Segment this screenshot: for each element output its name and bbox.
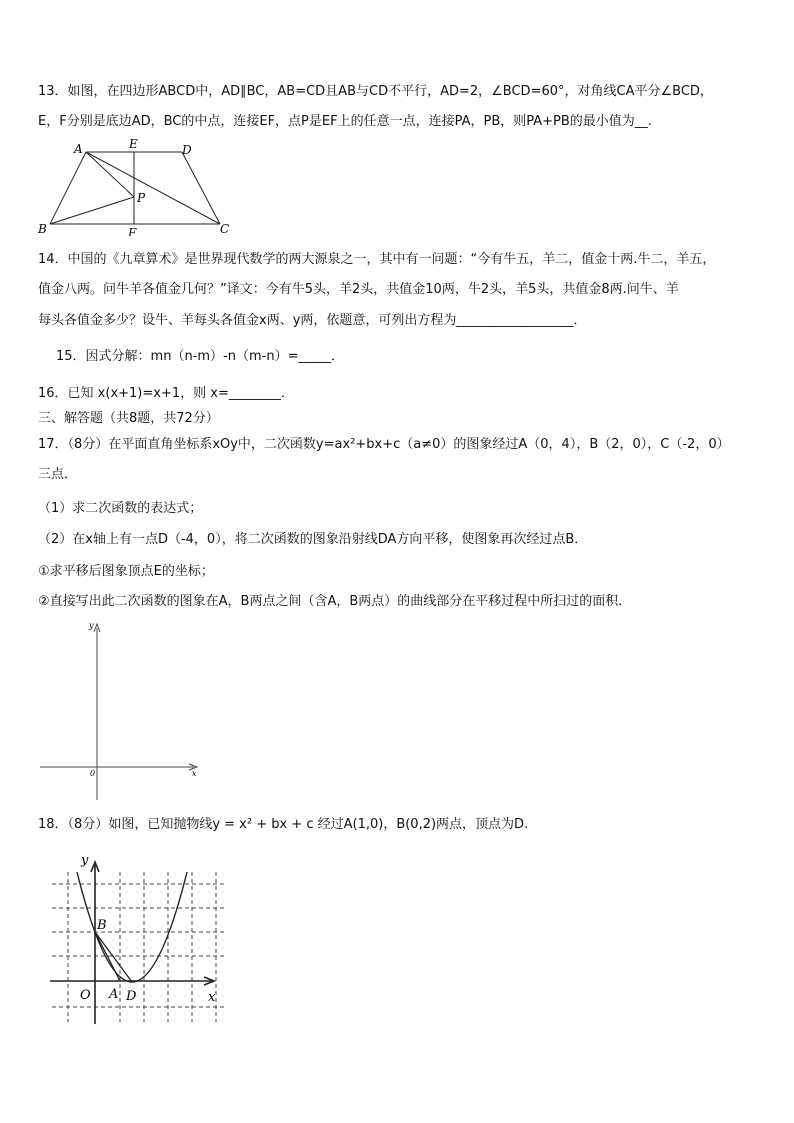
q17-part-1: （1）求二次函数的表达式； bbox=[38, 501, 203, 516]
q16-text: 16．已知 x(x+1)=x+1，则 x=________． bbox=[38, 386, 294, 401]
q18-parabola-graph bbox=[44, 852, 234, 1032]
q18-vertex-d-label: D bbox=[126, 989, 137, 1004]
q13-label-a: A bbox=[74, 142, 83, 156]
q14-text-line-2: 值金八两。问牛羊各值金几何？”译文：今有牛5头，羊2头，共值金10两，牛2头，羊5头，共值金8两.问牛、羊 bbox=[38, 282, 679, 297]
q17-axis-y-label: y bbox=[89, 621, 94, 630]
q17-coordinate-axes bbox=[36, 616, 206, 806]
q15-text: 15．因式分解：mn（n-m）-n（m-n）=_____． bbox=[56, 349, 344, 364]
q17-sub-1: ①求平移后图象顶点E的坐标； bbox=[38, 564, 214, 579]
q14-text-line-1: 14．中国的《九章算术》是世界现代数学的两大源泉之一，其中有一问题：“今有牛五，羊二，值金十两.牛二，羊五， bbox=[38, 252, 716, 267]
q13-text-line-1: 13．如图，在四边形ABCD中，AD∥BC，AB=CD且AB与CD不平行，AD=2，∠BCD=60°，对角线CA平分∠BCD， bbox=[38, 84, 713, 99]
section-3-heading: 三、解答题（共8题，共72分） bbox=[38, 411, 219, 426]
q18-axis-x-label: x bbox=[208, 990, 216, 1005]
q17-sub-2: ②直接写出此二次函数的图象在A，B两点之间（含A，B两点）的曲线部分在平移过程中所扫过的面积． bbox=[38, 594, 632, 609]
q13-trapezoid-figure bbox=[36, 136, 236, 236]
q18-point-a-label: A bbox=[109, 987, 119, 1002]
q17-part-2: （2）在x轴上有一点D（-4，0），将二次函数的图象沿射线DA方向平移，使图象再次经过点B． bbox=[38, 532, 588, 547]
q17-origin-label: 0 bbox=[90, 769, 96, 778]
q18-point-b-label: B bbox=[97, 918, 107, 933]
q18-axis-y-label: y bbox=[81, 853, 89, 868]
q17-text-line-2: 三点． bbox=[38, 467, 78, 482]
q13-label-c: C bbox=[220, 222, 230, 236]
q18-origin-label: O bbox=[80, 988, 91, 1003]
q17-text-line-1: 17．（8分）在平面直角坐标系xOy中，二次函数y=ax²+bx+c（a≠0）的图象经过A（0，4），B（2，0），C（-2，0） bbox=[38, 437, 730, 452]
q13-label-e: E bbox=[129, 137, 138, 151]
q13-label-b: B bbox=[38, 222, 47, 236]
q18-text: 18．（8分）如图，已知抛物线y = x² + bx + c 经过A(1,0)，B(0,2)两点，顶点为D. bbox=[38, 817, 529, 832]
q13-label-p: P bbox=[137, 191, 146, 205]
q17-axis-x-label: x bbox=[192, 769, 197, 778]
q13-label-d: D bbox=[182, 143, 192, 157]
q14-text-line-3: 每头各值金多少？设牛、羊每头各值金x两、y两，依题意，可列出方程为__________________． bbox=[38, 313, 587, 328]
q13-label-f: F bbox=[128, 226, 137, 236]
q13-text-line-2: E，F分别是底边AD，BC的中点，连接EF，点P是EF上的任意一点，连接PA，PB，则PA+PB的最小值为__. bbox=[38, 114, 652, 129]
